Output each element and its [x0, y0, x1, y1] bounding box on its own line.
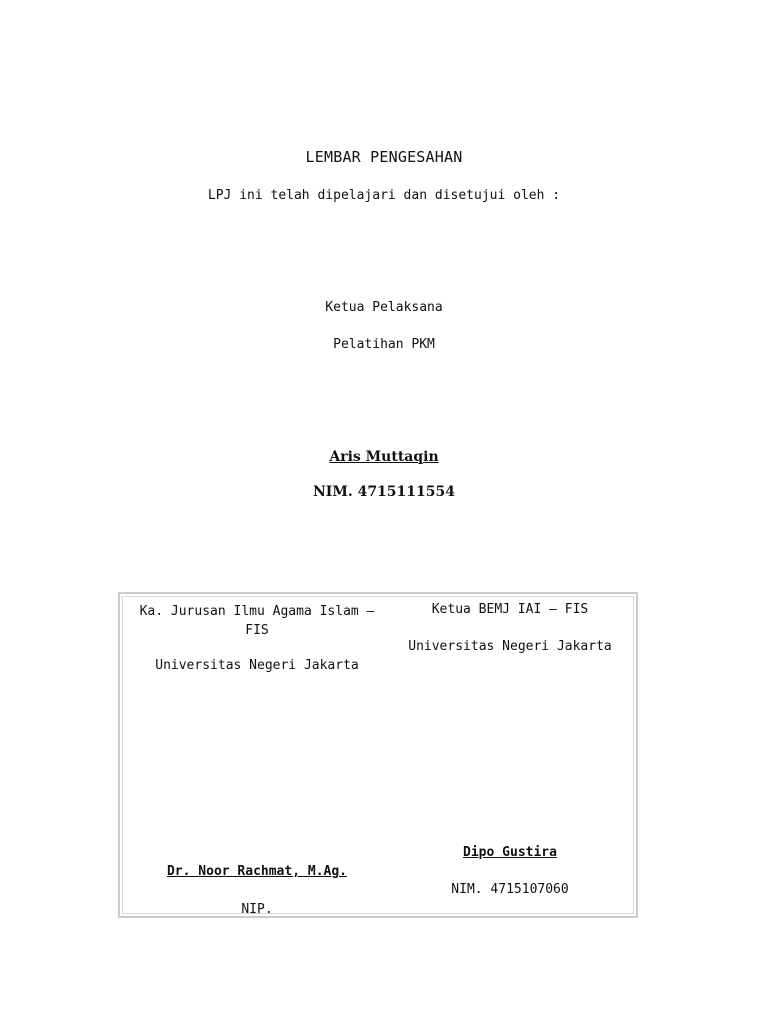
intro-text: LPJ ini telah dipelajari dan disetujui oleh :: [207, 188, 561, 203]
right-approver-name: Dipo Gustira: [463, 845, 557, 860]
left-approver-institution: Universitas Negeri Jakarta: [155, 658, 359, 673]
main-signer-activity: Pelatihan PKM: [333, 337, 435, 352]
page-title: LEMBAR PENGESAHAN: [305, 148, 463, 166]
main-signer-role: Ketua Pelaksana: [325, 300, 443, 315]
approval-signature-table: [118, 592, 638, 918]
left-approver-position: Ka. Jurusan Ilmu Agama Islam – FIS: [139, 604, 375, 638]
right-approver-nim: NIM. 4715107060: [451, 882, 569, 897]
main-signer-nim: NIM. 4715111554: [312, 484, 455, 500]
right-approver-institution: Universitas Negeri Jakarta: [408, 639, 612, 654]
right-approver-column: [390, 594, 630, 916]
left-approver-nip: NIP.: [241, 902, 273, 917]
left-approver-name: Dr. Noor Rachmat, M.Ag.: [166, 864, 347, 879]
right-approver-position: Ketua BEMJ IAI – FIS: [431, 602, 589, 617]
left-approver-column: [132, 594, 382, 916]
main-signer-name: Aris Muttaqin: [329, 449, 439, 465]
